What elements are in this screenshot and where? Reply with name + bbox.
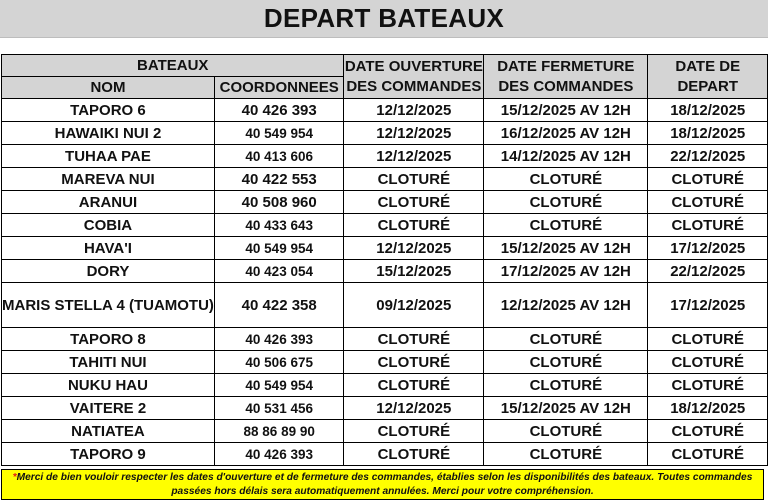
phone-cell: 40 422 553 [214,168,344,191]
date-ouverture-cell: CLOTURÉ [344,168,484,191]
boat-name-cell: TAPORO 8 [2,328,215,351]
date-depart-cell: 18/12/2025 [648,122,768,145]
boat-name-cell: VAITERE 2 [2,397,215,420]
boat-name-cell: HAVA'I [2,237,215,260]
table-row [2,168,768,191]
table-row [2,99,768,122]
phone-cell: 40 422 358 [214,283,344,328]
date-fermeture-cell: 14/12/2025 AV 12H [484,145,648,168]
table-row [2,237,768,260]
boat-name-cell: NUKU HAU [2,374,215,397]
boat-name-cell: NATIATEA [2,420,215,443]
date-ouverture-cell: CLOTURÉ [344,443,484,466]
boat-name-cell: DORY [2,260,215,283]
table-row [2,214,768,237]
date-depart-cell: 18/12/2025 [648,397,768,420]
date-depart-cell: CLOTURÉ [648,168,768,191]
table-row [2,145,768,168]
header-group-bateaux: BATEAUX [2,55,344,77]
date-depart-cell: CLOTURÉ [648,351,768,374]
footer-notice [1,469,764,500]
date-ouverture-cell: 09/12/2025 [344,283,484,328]
boats-table [1,54,768,466]
phone-cell: 40 433 643 [214,214,344,237]
table-row [2,122,768,145]
table-row [2,420,768,443]
phone-cell: 40 531 456 [214,397,344,420]
date-depart-cell: CLOTURÉ [648,420,768,443]
phone-cell: 40 508 960 [214,191,344,214]
date-fermeture-cell: CLOTURÉ [484,214,648,237]
boat-name-cell: MAREVA NUI [2,168,215,191]
phone-cell: 40 549 954 [214,122,344,145]
date-depart-cell: CLOTURÉ [648,191,768,214]
date-fermeture-cell: CLOTURÉ [484,443,648,466]
date-depart-cell: 17/12/2025 [648,283,768,328]
header-date-ouverture: DATE OUVERTURE DES COMMANDES [344,55,484,99]
date-fermeture-cell: CLOTURÉ [484,351,648,374]
date-ouverture-cell: CLOTURÉ [344,351,484,374]
boat-name-cell: TAHITI NUI [2,351,215,374]
boat-name-cell: COBIA [2,214,215,237]
date-ouverture-cell: CLOTURÉ [344,374,484,397]
boat-name-cell: TUHAA PAE [2,145,215,168]
phone-cell: 40 549 954 [214,374,344,397]
date-ouverture-cell: 15/12/2025 [344,260,484,283]
page-title: DEPART BATEAUX [263,3,505,33]
table-row [2,260,768,283]
boat-name-cell: TAPORO 6 [2,99,215,122]
date-ouverture-cell: CLOTURÉ [344,420,484,443]
date-depart-cell: 22/12/2025 [648,260,768,283]
table-row [2,374,768,397]
title-bar [0,0,768,38]
date-fermeture-cell: CLOTURÉ [484,328,648,351]
date-ouverture-cell: 12/12/2025 [344,397,484,420]
phone-cell: 40 413 606 [214,145,344,168]
phone-cell: 40 426 393 [214,443,344,466]
header-date-fermeture: DATE FERMETURE DES COMMANDES [484,55,648,99]
phone-cell: 40 549 954 [214,237,344,260]
phone-cell: 40 426 393 [214,99,344,122]
table-row [2,351,768,374]
date-fermeture-cell: 12/12/2025 AV 12H [484,283,648,328]
footer-text: Merci de bien vouloir respecter les dates d'ouverture et de fermeture des commandes, établies selon les disponibilités des bateaux. Toutes commandes passées hors délais sera automatiquement annulées. Merci pour votre compréhension. [16,472,753,497]
table-row [2,191,768,214]
date-depart-cell: CLOTURÉ [648,214,768,237]
date-fermeture-cell: CLOTURÉ [484,420,648,443]
date-depart-cell: CLOTURÉ [648,374,768,397]
date-fermeture-cell: 15/12/2025 AV 12H [484,397,648,420]
date-depart-cell: 22/12/2025 [648,145,768,168]
date-ouverture-cell: 12/12/2025 [344,237,484,260]
header-date-depart: DATE DE DEPART [648,55,768,99]
phone-cell: 40 506 675 [214,351,344,374]
date-ouverture-cell: CLOTURÉ [344,328,484,351]
date-depart-cell: CLOTURÉ [648,328,768,351]
table-row [2,328,768,351]
phone-cell: 88 86 89 90 [214,420,344,443]
date-ouverture-cell: 12/12/2025 [344,99,484,122]
date-fermeture-cell: 16/12/2025 AV 12H [484,122,648,145]
date-fermeture-cell: 15/12/2025 AV 12H [484,237,648,260]
boat-name-cell: TAPORO 9 [2,443,215,466]
date-fermeture-cell: 17/12/2025 AV 12H [484,260,648,283]
date-ouverture-cell: CLOTURÉ [344,214,484,237]
table-row [2,283,768,328]
date-ouverture-cell: 12/12/2025 [344,122,484,145]
date-ouverture-cell: CLOTURÉ [344,191,484,214]
date-depart-cell: 17/12/2025 [648,237,768,260]
date-fermeture-cell: CLOTURÉ [484,191,648,214]
table-row [2,443,768,466]
header-coordonnees: COORDONNEES [214,77,344,99]
date-fermeture-cell: CLOTURÉ [484,168,648,191]
footer-asterisk: * [12,472,17,483]
phone-cell: 40 423 054 [214,260,344,283]
table-row [2,397,768,420]
date-depart-cell: CLOTURÉ [648,443,768,466]
boat-name-cell: HAWAIKI NUI 2 [2,122,215,145]
date-ouverture-cell: 12/12/2025 [344,145,484,168]
boat-name-cell: MARIS STELLA 4 (TUAMOTU) [2,283,215,328]
date-fermeture-cell: 15/12/2025 AV 12H [484,99,648,122]
boat-name-cell: ARANUI [2,191,215,214]
phone-cell: 40 426 393 [214,328,344,351]
date-fermeture-cell: CLOTURÉ [484,374,648,397]
header-nom: NOM [2,77,215,99]
date-depart-cell: 18/12/2025 [648,99,768,122]
